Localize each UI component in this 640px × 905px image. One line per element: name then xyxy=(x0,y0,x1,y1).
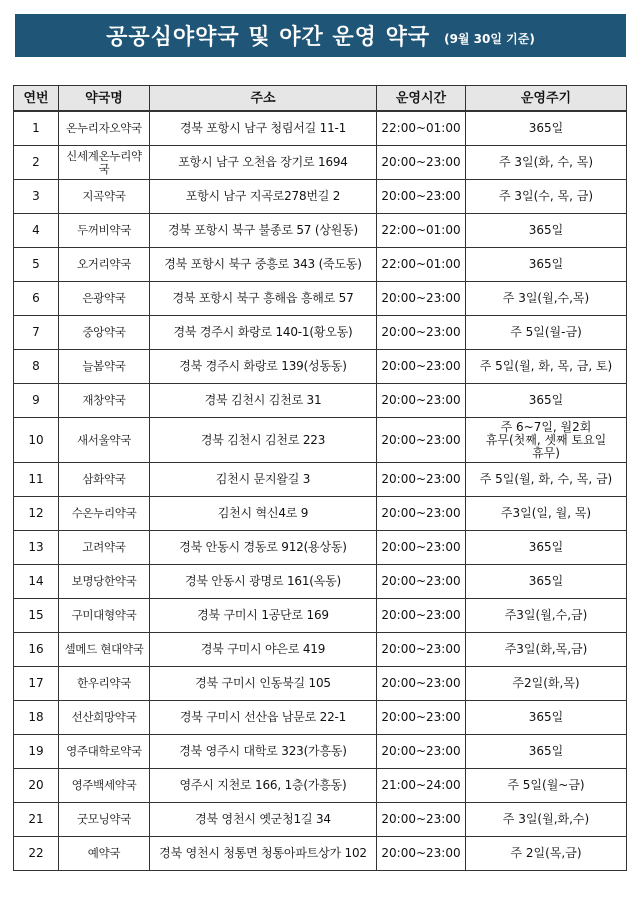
operating-cycle xyxy=(466,282,627,316)
operating-hours xyxy=(377,769,466,803)
operating-cycle xyxy=(466,463,627,497)
table-row xyxy=(14,146,627,180)
table-row xyxy=(14,214,627,248)
operating-cycle xyxy=(466,316,627,350)
pharmacy-name xyxy=(59,384,150,418)
operating-hours-text: 20:00~23:00 xyxy=(381,189,461,203)
table-row xyxy=(14,599,627,633)
pharmacy-address xyxy=(150,667,377,701)
row-number xyxy=(14,418,59,463)
reference-date: (9월 30일 기준) xyxy=(444,32,535,46)
row-number-text: 18 xyxy=(28,710,44,724)
operating-cycle-text: 주 3일(월,수,목) xyxy=(502,291,590,305)
operating-cycle xyxy=(466,111,627,146)
pharmacy-address xyxy=(150,531,377,565)
pharmacy-address xyxy=(150,180,377,214)
column-header-no: 연번 xyxy=(14,86,59,112)
row-number-text: 21 xyxy=(28,812,44,826)
operating-cycle xyxy=(466,146,627,180)
pharmacy-name-text: 보명당한약국 xyxy=(71,574,137,588)
pharmacy-address xyxy=(150,350,377,384)
operating-cycle xyxy=(466,531,627,565)
row-number xyxy=(14,837,59,871)
operating-hours-text: 20:00~23:00 xyxy=(381,846,461,860)
row-number-text: 14 xyxy=(28,574,44,588)
row-number xyxy=(14,599,59,633)
pharmacy-address-text: 경북 안동시 광명로 161(옥동) xyxy=(184,574,342,588)
pharmacy-name xyxy=(59,111,150,146)
operating-cycle-text: 365일 xyxy=(528,540,564,554)
pharmacy-address xyxy=(150,282,377,316)
table-row xyxy=(14,769,627,803)
pharmacy-name xyxy=(59,803,150,837)
pharmacy-address-text: 경북 안동시 경동로 912(용상동) xyxy=(179,540,347,554)
operating-cycle-text: 주 6~7일, 월2회 휴무(첫째, 셋째 토요일 휴무) xyxy=(485,419,607,460)
row-number-text: 3 xyxy=(32,189,40,203)
pharmacy-address-text: 김천시 문지왈길 3 xyxy=(215,472,311,486)
row-number xyxy=(14,769,59,803)
operating-cycle-text: 주 3일(화, 수, 목) xyxy=(498,155,594,169)
operating-cycle-text: 365일 xyxy=(528,710,564,724)
pharmacy-table xyxy=(13,85,627,871)
pharmacy-name-text: 두꺼비약국 xyxy=(76,223,132,237)
pharmacy-address-text: 경북 구미시 야은로 419 xyxy=(200,642,326,656)
row-number xyxy=(14,146,59,180)
row-number xyxy=(14,111,59,146)
pharmacy-name xyxy=(59,418,150,463)
operating-cycle xyxy=(466,180,627,214)
table-row xyxy=(14,531,627,565)
pharmacy-address-text: 경북 영주시 대학로 323(가흥동) xyxy=(179,744,347,758)
pharmacy-name-text: 구미대형약국 xyxy=(71,608,137,622)
pharmacy-name-text: 재창약국 xyxy=(82,393,126,407)
operating-cycle-text: 주 3일(수, 목, 금) xyxy=(498,189,594,203)
operating-hours-text: 20:00~23:00 xyxy=(381,540,461,554)
operating-hours xyxy=(377,701,466,735)
row-number xyxy=(14,214,59,248)
pharmacy-name xyxy=(59,633,150,667)
row-number-text: 6 xyxy=(32,291,40,305)
operating-cycle-text: 365일 xyxy=(528,121,564,135)
pharmacy-name-text: 셀메드 현대약국 xyxy=(64,642,144,656)
pharmacy-address xyxy=(150,565,377,599)
pharmacy-name-text: 오거리약국 xyxy=(76,257,132,271)
pharmacy-name xyxy=(59,248,150,282)
column-header-cycle: 운영주기 xyxy=(466,86,627,112)
operating-cycle xyxy=(466,701,627,735)
pharmacy-address xyxy=(150,146,377,180)
row-number-text: 5 xyxy=(32,257,40,271)
row-number-text: 19 xyxy=(28,744,44,758)
pharmacy-name xyxy=(59,735,150,769)
pharmacy-name-text: 고려약국 xyxy=(82,540,126,554)
table-row xyxy=(14,282,627,316)
table-row xyxy=(14,384,627,418)
table-row xyxy=(14,463,627,497)
operating-hours-text: 22:00~01:00 xyxy=(381,223,461,237)
pharmacy-name-text: 예약국 xyxy=(87,846,121,860)
pharmacy-address xyxy=(150,248,377,282)
operating-cycle xyxy=(466,497,627,531)
pharmacy-address xyxy=(150,316,377,350)
pharmacy-name-text: 중앙약국 xyxy=(82,325,126,339)
row-number xyxy=(14,565,59,599)
row-number xyxy=(14,803,59,837)
pharmacy-name xyxy=(59,497,150,531)
pharmacy-name-text: 영주백세약국 xyxy=(71,778,137,792)
operating-hours-text: 20:00~23:00 xyxy=(381,710,461,724)
table-row xyxy=(14,180,627,214)
operating-hours xyxy=(377,316,466,350)
operating-cycle-text: 주 5일(월, 화, 수, 목, 금) xyxy=(479,472,613,486)
pharmacy-name-text: 한우리약국 xyxy=(76,676,132,690)
table-row xyxy=(14,248,627,282)
operating-hours-text: 22:00~01:00 xyxy=(381,121,461,135)
row-number xyxy=(14,701,59,735)
operating-hours-text: 20:00~23:00 xyxy=(381,359,461,373)
operating-cycle-text: 365일 xyxy=(528,574,564,588)
operating-cycle xyxy=(466,803,627,837)
page-title: 공공심야약국 및 야간 운영 약국 xyxy=(106,25,431,50)
table-row xyxy=(14,565,627,599)
operating-cycle-text: 주3일(일, 월, 목) xyxy=(500,506,592,520)
table-row xyxy=(14,701,627,735)
pharmacy-address-text: 경북 구미시 인동북길 105 xyxy=(195,676,331,690)
column-header-hours: 운영시간 xyxy=(377,86,466,112)
table-row xyxy=(14,350,627,384)
title-banner xyxy=(15,14,626,57)
row-number xyxy=(14,633,59,667)
row-number-text: 2 xyxy=(32,155,40,169)
operating-hours xyxy=(377,667,466,701)
operating-cycle xyxy=(466,667,627,701)
row-number-text: 4 xyxy=(32,223,40,237)
operating-hours xyxy=(377,497,466,531)
row-number-text: 11 xyxy=(28,472,44,486)
operating-cycle-text: 주 2일(목,금) xyxy=(510,846,582,860)
row-number xyxy=(14,497,59,531)
pharmacy-address-text: 포항시 남구 지곡로278번길 2 xyxy=(185,189,341,203)
operating-hours xyxy=(377,599,466,633)
pharmacy-name xyxy=(59,701,150,735)
pharmacy-address xyxy=(150,463,377,497)
pharmacy-address xyxy=(150,214,377,248)
row-number xyxy=(14,350,59,384)
pharmacy-name-text: 수온누리약국 xyxy=(71,506,137,520)
operating-hours xyxy=(377,565,466,599)
pharmacy-name-text: 온누리자오약국 xyxy=(66,121,142,135)
pharmacy-address-text: 경북 영천시 옛군청1길 34 xyxy=(195,812,331,826)
pharmacy-name xyxy=(59,463,150,497)
row-number xyxy=(14,282,59,316)
pharmacy-name xyxy=(59,350,150,384)
pharmacy-address-text: 경북 포항시 북구 흥해읍 흥해로 57 xyxy=(172,291,354,305)
operating-hours-text: 20:00~23:00 xyxy=(381,325,461,339)
pharmacy-address-text: 포항시 남구 오천읍 장기로 1694 xyxy=(178,155,348,169)
table-row xyxy=(14,633,627,667)
pharmacy-name-text: 은광약국 xyxy=(82,291,126,305)
pharmacy-address xyxy=(150,769,377,803)
row-number-text: 1 xyxy=(32,121,40,135)
operating-hours xyxy=(377,180,466,214)
pharmacy-name xyxy=(59,214,150,248)
pharmacy-address xyxy=(150,497,377,531)
row-number xyxy=(14,531,59,565)
pharmacy-address-text: 경북 포항시 남구 청림서길 11-1 xyxy=(179,121,347,135)
table-row xyxy=(14,316,627,350)
operating-hours xyxy=(377,282,466,316)
pharmacy-address xyxy=(150,735,377,769)
operating-hours xyxy=(377,248,466,282)
pharmacy-name xyxy=(59,531,150,565)
table-row xyxy=(14,497,627,531)
pharmacy-address-text: 경북 김천시 김천로 223 xyxy=(200,432,326,447)
row-number xyxy=(14,735,59,769)
row-number xyxy=(14,180,59,214)
operating-hours-text: 20:00~23:00 xyxy=(381,291,461,305)
operating-cycle-text: 365일 xyxy=(528,393,564,407)
pharmacy-address-text: 경북 경주시 화랑로 139(성동동) xyxy=(179,359,347,373)
pharmacy-address-text: 경북 경주시 화랑로 140-1(황오동) xyxy=(173,325,353,339)
table-body xyxy=(14,111,627,871)
operating-cycle-text: 주 5일(월~금) xyxy=(507,778,585,792)
operating-hours-text: 20:00~23:00 xyxy=(381,676,461,690)
operating-cycle xyxy=(466,248,627,282)
row-number-text: 9 xyxy=(32,393,40,407)
pharmacy-address-text: 김천시 혁신4로 9 xyxy=(217,506,309,520)
operating-hours xyxy=(377,837,466,871)
pharmacy-address xyxy=(150,111,377,146)
operating-hours xyxy=(377,384,466,418)
operating-cycle-text: 365일 xyxy=(528,223,564,237)
row-number xyxy=(14,667,59,701)
column-header-name: 약국명 xyxy=(59,86,150,112)
pharmacy-address xyxy=(150,599,377,633)
pharmacy-address xyxy=(150,384,377,418)
pharmacy-address-text: 영주시 지천로 166, 1층(가흥동) xyxy=(179,778,347,792)
table-row xyxy=(14,418,627,463)
operating-hours-text: 20:00~23:00 xyxy=(381,393,461,407)
pharmacy-name xyxy=(59,565,150,599)
operating-hours-text: 20:00~23:00 xyxy=(381,472,461,486)
pharmacy-name-text: 영주대학로약국 xyxy=(66,744,142,758)
pharmacy-name-text: 늘봄약국 xyxy=(82,359,126,373)
operating-hours-text: 20:00~23:00 xyxy=(381,506,461,520)
row-number xyxy=(14,384,59,418)
operating-hours-text: 22:00~01:00 xyxy=(381,257,461,271)
operating-cycle-text: 365일 xyxy=(528,257,564,271)
operating-cycle xyxy=(466,633,627,667)
pharmacy-address xyxy=(150,633,377,667)
table-header-row xyxy=(14,86,627,112)
row-number-text: 17 xyxy=(28,676,44,690)
pharmacy-name xyxy=(59,282,150,316)
table-row xyxy=(14,735,627,769)
operating-hours-text: 20:00~23:00 xyxy=(381,432,461,447)
operating-cycle xyxy=(466,769,627,803)
row-number xyxy=(14,316,59,350)
row-number-text: 10 xyxy=(28,432,44,447)
table-row xyxy=(14,803,627,837)
operating-cycle xyxy=(466,418,627,463)
row-number-text: 20 xyxy=(28,778,44,792)
operating-hours xyxy=(377,418,466,463)
pharmacy-address xyxy=(150,837,377,871)
operating-cycle xyxy=(466,837,627,871)
pharmacy-address xyxy=(150,701,377,735)
operating-cycle xyxy=(466,565,627,599)
pharmacy-name-text: 신세계온누리약국 xyxy=(66,148,142,176)
operating-hours-text: 21:00~24:00 xyxy=(381,778,461,792)
operating-cycle-text: 주 5일(월-금) xyxy=(510,325,582,339)
operating-hours xyxy=(377,214,466,248)
operating-cycle xyxy=(466,214,627,248)
operating-hours xyxy=(377,350,466,384)
operating-hours-text: 20:00~23:00 xyxy=(381,744,461,758)
pharmacy-name-text: 선산희망약국 xyxy=(71,710,137,724)
operating-hours-text: 20:00~23:00 xyxy=(381,642,461,656)
operating-cycle-text: 주3일(월,수,금) xyxy=(504,608,588,622)
row-number xyxy=(14,463,59,497)
pharmacy-address-text: 경북 구미시 선산읍 남문로 22-1 xyxy=(179,710,347,724)
operating-hours-text: 20:00~23:00 xyxy=(381,155,461,169)
pharmacy-name xyxy=(59,837,150,871)
pharmacy-name xyxy=(59,146,150,180)
table-row xyxy=(14,111,627,146)
operating-cycle-text: 주3일(화,목,금) xyxy=(504,642,588,656)
pharmacy-address xyxy=(150,803,377,837)
operating-cycle xyxy=(466,384,627,418)
operating-cycle-text: 주2일(화,목) xyxy=(512,676,580,690)
operating-hours-text: 20:00~23:00 xyxy=(381,574,461,588)
row-number-text: 8 xyxy=(32,359,40,373)
pharmacy-address-text: 경북 구미시 1공단로 169 xyxy=(197,608,329,622)
pharmacy-address-text: 경북 영천시 청통면 청통아파트상가 102 xyxy=(159,846,367,860)
pharmacy-name xyxy=(59,180,150,214)
operating-hours-text: 20:00~23:00 xyxy=(381,812,461,826)
pharmacy-address xyxy=(150,418,377,463)
operating-hours xyxy=(377,463,466,497)
operating-hours xyxy=(377,735,466,769)
pharmacy-address-text: 경북 포항시 북구 불종로 57 (상원동) xyxy=(167,223,358,237)
row-number-text: 22 xyxy=(28,846,44,860)
pharmacy-name-text: 지곡약국 xyxy=(82,189,126,203)
pharmacy-name-text: 굿모닝약국 xyxy=(76,812,132,826)
operating-hours xyxy=(377,803,466,837)
table-row xyxy=(14,837,627,871)
column-header-address: 주소 xyxy=(150,86,377,112)
operating-cycle-text: 365일 xyxy=(528,744,564,758)
pharmacy-name xyxy=(59,316,150,350)
operating-hours xyxy=(377,111,466,146)
operating-hours xyxy=(377,146,466,180)
row-number xyxy=(14,248,59,282)
pharmacy-address-text: 경북 김천시 김천로 31 xyxy=(204,393,322,407)
row-number-text: 12 xyxy=(28,506,44,520)
row-number-text: 13 xyxy=(28,540,44,554)
operating-hours xyxy=(377,633,466,667)
operating-cycle xyxy=(466,599,627,633)
operating-cycle-text: 주 5일(월, 화, 목, 금, 토) xyxy=(479,359,613,373)
operating-cycle xyxy=(466,350,627,384)
operating-hours-text: 20:00~23:00 xyxy=(381,608,461,622)
pharmacy-name-text: 새서울약국 xyxy=(76,432,132,447)
pharmacy-name-text: 삼화약국 xyxy=(82,472,126,486)
operating-cycle-text: 주 3일(월,화,수) xyxy=(502,812,590,826)
pharmacy-name xyxy=(59,599,150,633)
pharmacy-name xyxy=(59,769,150,803)
row-number-text: 15 xyxy=(28,608,44,622)
pharmacy-name xyxy=(59,667,150,701)
table-row xyxy=(14,667,627,701)
row-number-text: 7 xyxy=(32,325,40,339)
operating-hours xyxy=(377,531,466,565)
row-number-text: 16 xyxy=(28,642,44,656)
operating-cycle xyxy=(466,735,627,769)
pharmacy-address-text: 경북 포항시 북구 중흥로 343 (죽도동) xyxy=(164,257,362,271)
